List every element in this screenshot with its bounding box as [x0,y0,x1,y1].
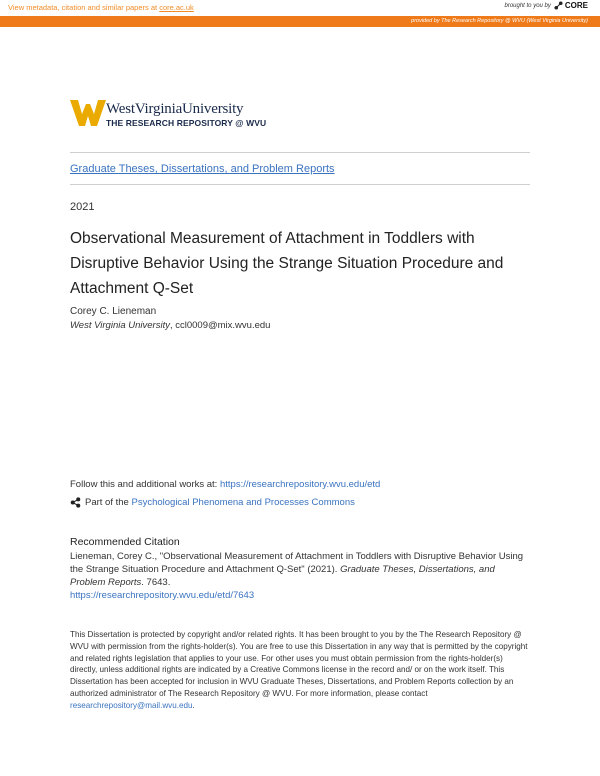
rights-text: This Dissertation is protected by copyright and/or related rights. It has been brought to you by the The Research Repository @ WVU with permission from the rights-holder(s). You are free to use this Dissertation in any way that is permitted by the copyright and related rights legislation that applies to your use. For other uses you must obtain permission from the rights-holder(s) directly, unless additional rights are indicated by a Creative Commons license in the record and/ or on the work itself. This Dissertation has been accepted for inclusion in WVU Graduate Theses, Dissertations, and Problem Reports collection by an authorized administrator of The Research Repository @ WVU. For more information, please contact [70,630,528,698]
citation-number: . 7643. [141,577,171,588]
rights-statement [70,629,532,712]
publication-year: 2021 [70,201,95,213]
core-logo[interactable] [554,1,588,10]
document-title: Observational Measurement of Attachment in Toddlers with Disruptive Behavior Using the Strange Situation Procedure and Attachment Q-Set [70,230,504,297]
part-of-prefix: Part of the [85,497,132,508]
brought-to-you [505,1,589,10]
provided-by-text: provided by The Research Repository @ WVU (West Virginia University) [411,17,588,24]
wv-flying-logo-icon [70,98,106,128]
core-label: CORE [564,1,588,10]
core-top-strip [0,0,600,14]
citation-url[interactable]: https://researchrepository.wvu.edu/etd/7643 [70,590,255,601]
citation-text: Lieneman, Corey C., "Observational Measurement of Attachment in Toddlers with Disruptive Behavior Using the Strange Situation Procedure and Attachment Q-Set" (2021). [70,551,524,575]
divider-bottom [70,184,530,185]
divider-top [70,152,530,153]
network-share-icon [70,497,81,508]
author-affiliation [70,320,270,331]
author-name: Corey C. Lieneman [70,306,157,317]
repository-link[interactable]: https://researchrepository.wvu.edu/etd [219,479,381,490]
citation-series: Graduate Theses, Dissertations, and Problem Reports [70,564,495,588]
follow-text: Follow this and additional works at: [70,479,220,490]
core-metadata-text [8,3,194,12]
core-view-text: View metadata, citation and similar papers at [8,3,160,12]
rights-end: . [192,700,195,710]
contact-email-link[interactable]: researchrepository@mail.wvu.edu [70,700,193,710]
follow-line [70,479,380,490]
core-link[interactable]: core.ac.uk [159,3,194,12]
wvu-wordmark: WestVirginiaUniversity [106,101,244,117]
brought-by-text: brought to you by [504,2,551,9]
recommended-citation-heading: Recommended Citation [70,536,180,548]
wvu-logo[interactable] [70,98,285,138]
affiliation-institution: West Virginia University [70,320,170,331]
part-of-line [70,497,355,508]
author-email: , ccl0009@mix.wvu.edu [169,320,271,331]
repository-subtitle: THE RESEARCH REPOSITORY @ WVU [106,118,267,128]
core-icon [554,1,563,10]
citation-block [70,550,530,602]
commons-link[interactable]: Psychological Phenomena and Processes Commons [131,497,355,508]
core-provider-bar [0,16,600,27]
core-banner [0,0,600,28]
series-link[interactable]: Graduate Theses, Dissertations, and Problem Reports [70,163,335,175]
